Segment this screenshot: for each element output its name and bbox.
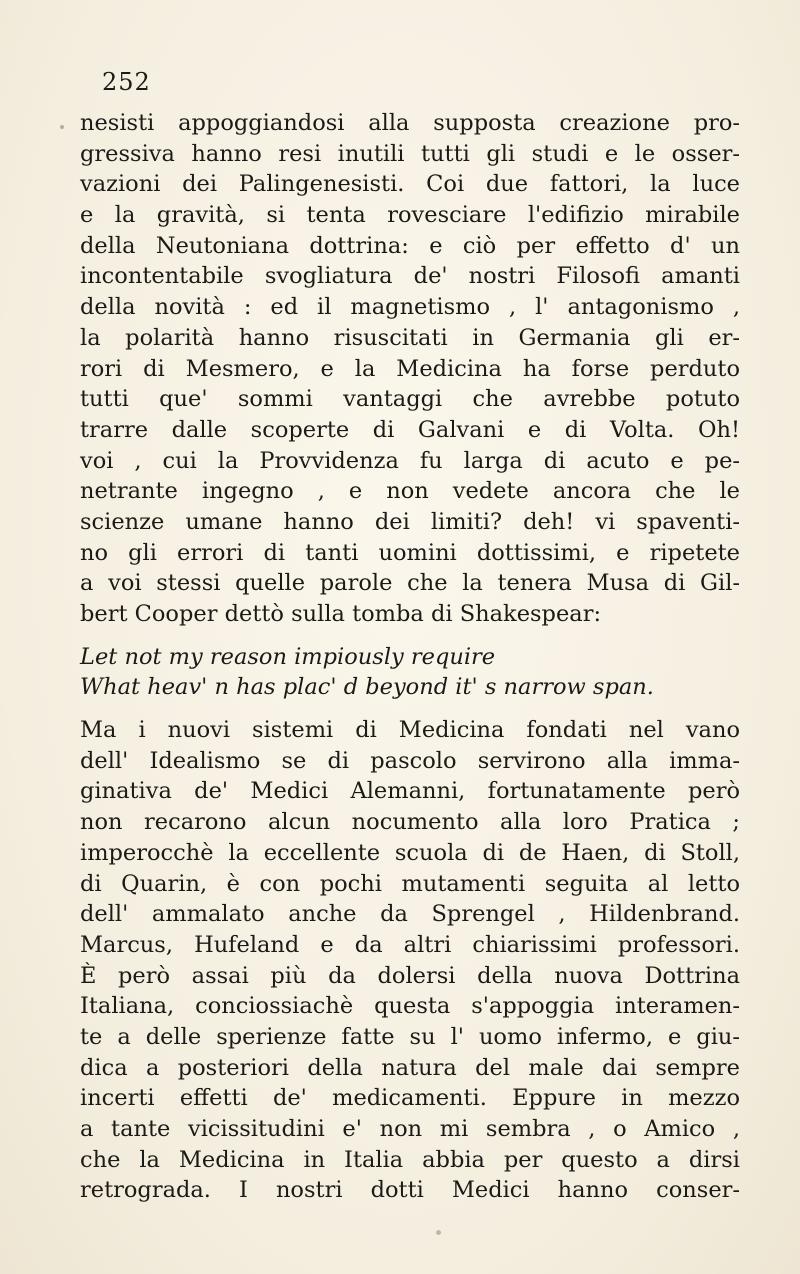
ink-speck [60, 125, 64, 129]
quote-line: Let not my reason impiously require [80, 643, 496, 670]
text-line: a tante vicissitudini e' non mi sembra , o Amico , [80, 1116, 740, 1142]
text-line: Marcus, Hufeland e da altri chiarissimi professori. [80, 931, 740, 958]
text-line: vazioni dei Palingenesisti. Coi due fattori, la luce [80, 171, 740, 198]
text-line: gressiva hanno resi inutili tutti gli studi e le osser- [80, 140, 740, 167]
text-line: della Neutoniana dottrina: e ciò per effetto d' un [80, 232, 740, 259]
text-line: di Quarin, è con pochi mutamenti seguita al letto [80, 870, 740, 897]
text-line: tutti que' sommi vantaggi che avrebbe potuto [80, 386, 740, 413]
text-line: te a delle sperienze fatte su l' uomo infermo, e giu- [80, 1023, 740, 1050]
body-text [80, 108, 740, 1206]
text-line: rori di Mesmero, e la Medicina ha forse perduto [80, 355, 740, 382]
text-line: dell' ammalato anche da Sprengel , Hildenbrand. [80, 901, 740, 928]
text-line: scienze umane hanno dei limiti? deh! vi spaventi- [80, 508, 740, 535]
text-line: incerti effetti de' medicamenti. Eppure in mezzo [80, 1085, 740, 1112]
text-line: imperocchè la eccellente scuola di de Haen, di Stoll, [80, 839, 740, 866]
text-line: la polarità hanno risuscitati in Germania gli er- [80, 324, 740, 351]
text-line: dica a posteriori della natura del male dai sempre [80, 1054, 740, 1081]
text-line: retrograda. I nostri dotti Medici hanno conser- [80, 1177, 740, 1204]
text-line: nesisti appoggiandosi alla supposta creazione pro- [80, 110, 740, 136]
text-line: voi , cui la Provvidenza fu larga di acuto e pe- [80, 447, 740, 474]
text-line: trarre dalle scoperte di Galvani e di Volta. Oh! [80, 416, 740, 443]
text-line: netrante ingegno , e non vedete ancora che le [80, 478, 740, 505]
page-number: 252 [102, 68, 151, 96]
text-line: della novità : ed il magnetismo , l' antagonismo , [80, 294, 740, 321]
text-line: ginativa de' Medici Alemanni, fortunatamente però [80, 778, 740, 805]
ink-speck [436, 1230, 441, 1235]
text-line: bert Cooper dettò sulla tomba di Shakespear: [80, 601, 602, 627]
text-line: non recarono alcun nocumento alla loro Pratica ; [80, 809, 740, 836]
text-line: incontentabile svogliatura de' nostri Filosofi amanti [80, 263, 740, 290]
text-line: e la gravità, si tenta rovesciare l'edifizio mirabile [80, 202, 740, 229]
paragraph-gap [80, 630, 740, 642]
text-line: a voi stessi quelle parole che la tenera Musa di Gil- [80, 570, 740, 597]
text-line: no gli errori di tanti uomini dottissimi, e ripetete [80, 539, 740, 566]
text-line: Italiana, conciossiachè questa s'appoggia interamen- [80, 993, 740, 1020]
text-line: che la Medicina in Italia abbia per questo a dirsi [80, 1146, 740, 1173]
paragraph-gap [80, 703, 740, 715]
text-line: È però assai più da dolersi della nuova Dottrina [80, 962, 740, 989]
quote-line: What heav' n has plac' d beyond it' s narrow span. [80, 674, 654, 701]
text-line: dell' Idealismo se di pascolo servirono alla imma- [80, 747, 740, 774]
text-line: Ma i nuovi sistemi di Medicina fondati nel vano [80, 717, 740, 744]
